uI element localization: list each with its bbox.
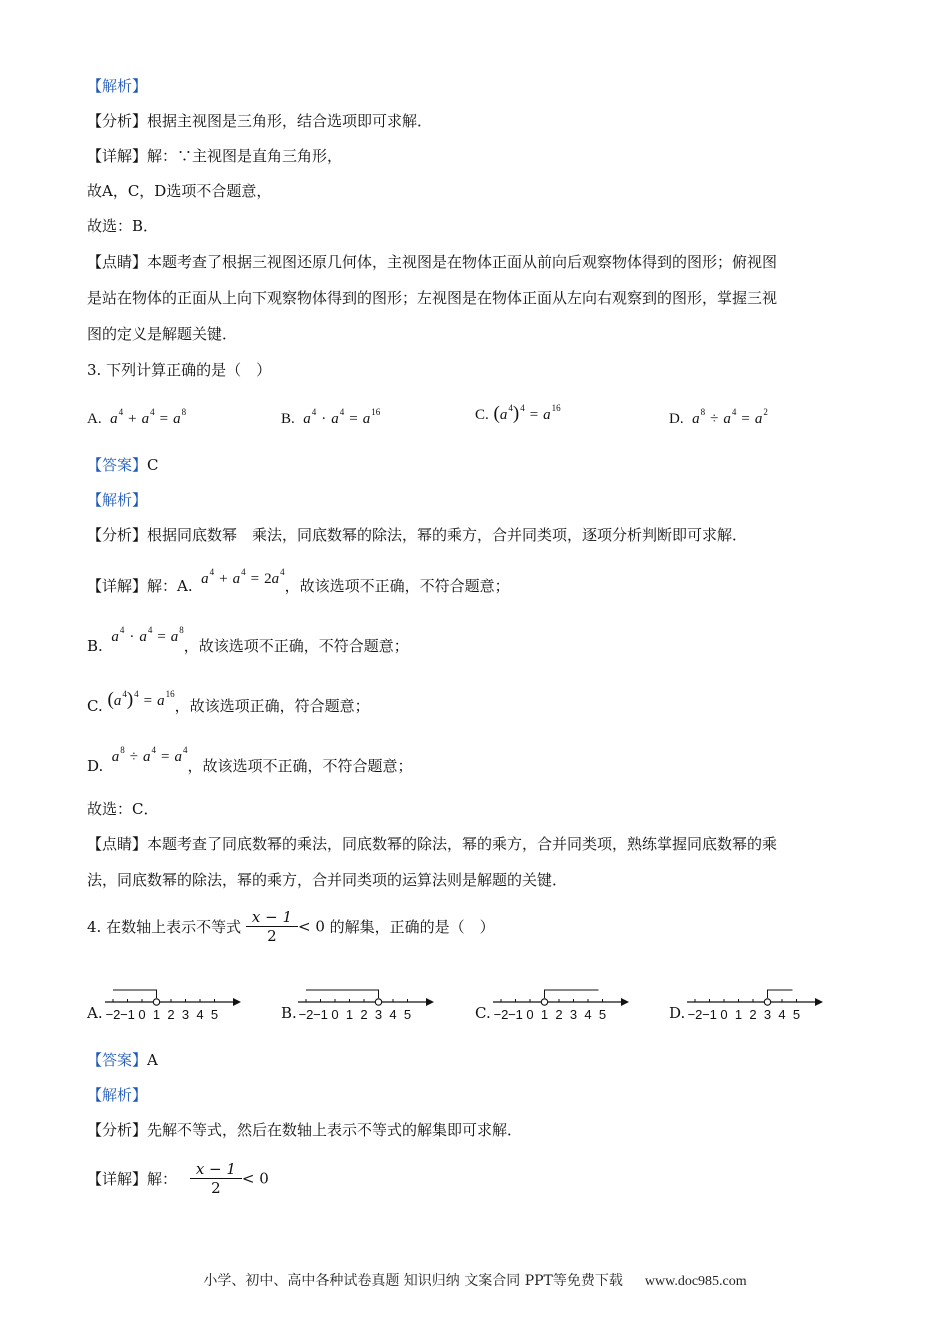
q4-answer-tag: 【答案】 [87,1051,148,1069]
q3-comment-text-2: 法，同底数幂的除法，幂的乘方，合并同类项的运算法则是解题的关键． [87,871,568,889]
comment-tag: 【点睛】 [87,253,148,271]
tick-label: −1 [702,1007,717,1022]
q3-detail-b-formula: $a^4 \cdot a^4 = a^8$ [107,625,184,645]
q3-option-a-formula: $a^4 + a^4 = a^8$ [106,407,187,427]
q4-option-d-label: D. [669,1004,686,1022]
tick-label: 2 [360,1007,368,1022]
q3-detail-d-text: ，故该选项不正确，不符合题意； [187,757,413,775]
q3-option-a-label: A. [87,411,102,427]
tick-label: 0 [331,1007,339,1022]
q3-detail-a-formula: $a^4 + a^4 = 2a^4$ [197,567,285,587]
page-footer [0,1270,950,1290]
tick-label: 3 [374,1007,383,1022]
open-point [375,999,381,1005]
q4-detail-tag: 【详解】 [87,1170,148,1188]
tick-label: 0 [720,1007,728,1022]
q4-number-line-d [687,980,827,1025]
tick-label: 5 [403,1007,412,1022]
q3-analysis-line [87,525,747,545]
q4-answer: A [147,1051,158,1069]
q4-detail-frac-denominator: 2 [190,1178,242,1197]
detail-line-2: 故A，C，D选项不合题意， [87,182,272,200]
analysis-heading: 【解析】 [87,77,148,95]
q3-detail-c [87,690,370,717]
tick-label: 4 [778,1007,786,1022]
q4-option-b-label: B. [281,1004,297,1022]
comment-line [87,252,777,272]
q3-comment-line [87,834,777,854]
q3-detail-d-formula: $a^8 \div a^4 = a^4$ [108,745,188,765]
footer-text: 小学、初中、高中各种试卷真题 知识归纳 文案合同 PPT等免费下载 [203,1273,623,1289]
q4-analysis-text: 先解不等式，然后在数轴上表示不等式的解集即可求解． [147,1121,523,1139]
tick-label: −2 [687,1007,703,1022]
q3-detail-b-text: ，故该选项不正确，不符合题意； [183,637,409,655]
tick-label: 2 [555,1007,563,1022]
solution-bracket [768,990,793,998]
q3-option-d-formula: $a^8 \div a^4 = a^2$ [688,407,768,427]
q4-detail-fraction [190,1160,242,1197]
axis-arrow [426,998,434,1006]
detail-tag: 【详解】 [87,147,148,165]
q4-frac-numerator: x − 1 [251,908,292,926]
question-4-stem [87,908,495,945]
q4-detail-frac-numerator: x − 1 [195,1160,236,1178]
tick-label: −1 [508,1007,523,1022]
q3-detail-a [87,567,510,597]
tick-label: −1 [120,1007,135,1022]
q3-answer-tag: 【答案】 [87,456,148,474]
tick-label: 1 [540,1007,549,1022]
tick-label: 1 [345,1007,354,1022]
q4-analysis-tag: 【分析】 [87,1121,148,1139]
q4-option-a-label: A. [87,1004,103,1022]
q3-option-c [475,403,561,425]
tick-label: 4 [389,1007,397,1022]
tick-label: −2 [105,1007,121,1022]
q3-option-c-label: C. [475,407,489,423]
analysis-text: 根据主视图是三角形，结合选项即可求解． [147,112,433,130]
q3-option-a [87,407,186,428]
q3-detail-a-text: ，故该选项不正确，不符合题意； [284,577,510,595]
detail-line [87,146,342,166]
q4-number-line-a [105,980,245,1025]
comment-text-2: 是站在物体的正面从上向下观察物体得到的图形；左视图是在物体正面从左向右观察到的图形，掌握三视 [87,289,778,307]
q3-detail-c-formula: $(a^4)^4 = a^{16}$ [107,689,175,710]
tick-label: 0 [138,1007,146,1022]
q3-comment-tag: 【点睛】 [87,835,148,853]
q4-analysis-line [87,1120,522,1140]
solution-bracket [545,990,599,998]
q3-option-c-formula: $(a^4)^4 = a^{16}$ [493,403,561,424]
q3-answer-line [87,455,159,475]
q4-frac-relation: < 0 [297,917,325,936]
tick-label: 3 [763,1007,772,1022]
tick-label: 5 [598,1007,607,1022]
q3-option-b-formula: $a^4 \cdot a^4 = a^{16}$ [299,407,381,427]
q4-option-c-label: C. [475,1004,491,1022]
q3-detail-c-label: C. [87,697,103,715]
axis-arrow [621,998,629,1006]
q4-number-line-b [298,980,438,1025]
question-3-stem: 3. 下列计算正确的是（ ） [87,361,272,379]
q3-detail-d [87,745,413,777]
tick-label: 3 [181,1007,190,1022]
tick-label: 1 [152,1007,161,1022]
footer-url[interactable]: www.doc985.com [644,1274,747,1289]
q3-analysis-tag: 【分析】 [87,526,148,544]
comment-text-3: 图的定义是解题关键． [87,325,238,343]
q3-option-b-label: B. [281,411,295,427]
q3-option-b [281,407,380,428]
q4-detail-line [87,1160,269,1197]
q3-detail-a-prefix: 解：A. [147,577,193,595]
analysis-line [87,111,432,131]
solution-bracket [113,990,157,998]
tick-label: −2 [298,1007,314,1022]
q4-detail-frac-relation: < 0 [241,1169,269,1188]
axis-arrow [815,998,823,1006]
solution-bracket [306,990,379,998]
q3-detail-d-label: D. [87,757,104,775]
analysis-tag: 【分析】 [87,112,148,130]
tick-label: 0 [526,1007,534,1022]
tick-label: −2 [493,1007,509,1022]
detail-text: 解：∵主视图是直角三角形， [147,147,343,165]
comment-text-1: 本题考查了根据三视图还原几何体，主视图是在物体正面从前向后观察物体得到的图形；俯视图 [147,253,778,271]
q4-answer-line [87,1050,158,1070]
q3-detail-b [87,625,409,657]
q3-detail-b-label: B. [87,637,103,655]
conclusion: 故选：B． [87,217,159,235]
q3-option-d [669,407,768,428]
q3-option-d-label: D. [669,411,684,427]
q4-inequality-fraction [246,908,298,945]
q4-number-line-c [493,980,633,1025]
q4-stem-prefix: 4. 在数轴上表示不等式 [87,918,242,936]
tick-label: 4 [584,1007,592,1022]
q3-analysis-heading: 【解析】 [87,491,148,509]
open-point [764,999,770,1005]
q4-frac-denominator: 2 [246,926,298,945]
open-point [153,999,159,1005]
q3-conclusion: 故选：C． [87,800,159,818]
tick-label: 5 [210,1007,219,1022]
tick-label: 4 [196,1007,204,1022]
tick-label: 2 [749,1007,757,1022]
q4-stem-suffix: 的解集，正确的是（ ） [329,918,495,936]
tick-label: 1 [734,1007,743,1022]
q3-analysis-text: 根据同底数幂 乘法，同底数幂的除法，幂的乘方，合并同类项，逐项分析判断即可求解． [147,526,748,544]
tick-label: 3 [569,1007,578,1022]
q3-detail-tag: 【详解】 [87,577,148,595]
tick-label: −1 [313,1007,328,1022]
axis-arrow [233,998,241,1006]
q4-analysis-heading: 【解析】 [87,1086,148,1104]
open-point [541,999,547,1005]
q4-detail-text: 解： [147,1170,178,1188]
q3-detail-c-text: ，故该选项正确，符合题意； [174,697,370,715]
tick-label: 5 [792,1007,801,1022]
tick-label: 2 [167,1007,175,1022]
q3-comment-text-1: 本题考查了同底数幂的乘法，同底数幂的除法，幂的乘方，合并同类项，熟练掌握同底数幂的乘 [147,835,778,853]
q3-answer: C [147,456,159,474]
